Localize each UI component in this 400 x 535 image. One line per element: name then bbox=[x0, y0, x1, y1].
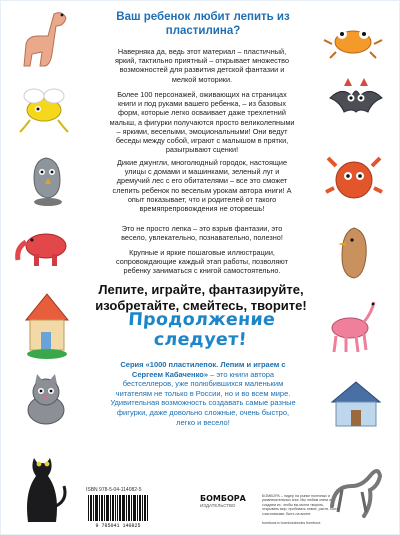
publisher-logo bbox=[200, 494, 260, 508]
publisher-legal: БОМБОРА – лидер на рынке полезных и развлекательных книг. Мы любим книги и создаем их, чтобы вы могли творить, открывать мир, пробовать новое, расти. Быть счастливыми. Быть на волне. bbox=[262, 494, 339, 516]
orange-crab-figure-icon bbox=[322, 20, 384, 64]
blue-house-figure-icon bbox=[326, 376, 386, 432]
series-description bbox=[108, 360, 298, 490]
paragraph-5: Крупные и яркие пошаговые иллюстрации, сопровождающие каждый этап работы, позволяют ребенку заниматься с книгой самостоятельно. bbox=[116, 248, 288, 276]
red-elephant-figure-icon bbox=[14, 222, 76, 272]
isbn-text: ISBN 978-5-04-114082-5 bbox=[86, 487, 142, 493]
bat-figure-icon bbox=[326, 70, 386, 130]
black-cat-figure-icon bbox=[16, 446, 70, 528]
series-body: – это книги автора бестселлеров, уже полюбившихся маленьким читателям не только в России, но и во всем мире. Удивительная возможность создавать самые разные фигурки, даже довольно сложные, очень быстро, легко и весело! bbox=[110, 369, 296, 427]
continuation-heading: Продолжение следует! bbox=[127, 310, 276, 350]
publisher-sub: ИЗДАТЕЛЬСТВО bbox=[200, 503, 236, 508]
giraffe-figure-icon bbox=[14, 8, 74, 74]
social-links: bombora.ru bomborabooks bombora bbox=[262, 521, 321, 525]
paragraph-1: Наверняка да, ведь этот материал – пластичный, яркий, тактильно приятный – открывает множество возможностей для развития детской фантазии и мелкой моторики. bbox=[114, 47, 289, 84]
house-figure-icon bbox=[22, 286, 72, 362]
slogan: Лепите, играйте, фантазируйте, изобретайте, смейтесь, творите! bbox=[95, 282, 307, 313]
bee-figure-icon bbox=[14, 82, 76, 142]
barcode-icon bbox=[86, 494, 150, 528]
clay-bird-figure-icon bbox=[330, 222, 380, 286]
series-lead: Серия «1000 пластилепок. Лепим и играем с Сергеем Кабаченко» bbox=[120, 360, 286, 379]
grey-bird-figure-icon bbox=[18, 150, 78, 210]
publisher-name: БОМБОРА bbox=[200, 494, 246, 503]
barcode-number: 9 785041 140825 bbox=[95, 523, 141, 528]
paragraph-2: Более 100 персонажей, оживающих на страницах книги и под руками вашего ребенка, – из базовых форм, которые легко осваивает даже трехлетний малыш, а фигурки получаются просто великолепными – яркими, веселыми, эмоциональными! Они ведут беседы между собой, играют с малышом в прятки, разыгрывают сценки! bbox=[109, 90, 295, 155]
paragraph-4: Это не просто лепка – это взрыв фантазии, это весело, увлекательно, познавательно, полезно! bbox=[121, 224, 283, 243]
header-question: Ваш ребенок любит лепить из пластилина? bbox=[116, 11, 290, 37]
grey-cat-figure-icon bbox=[16, 372, 76, 432]
pink-deer-figure-icon bbox=[320, 294, 386, 358]
red-monster-figure-icon bbox=[322, 148, 386, 210]
paragraph-3: Дикие джунгли, многолюдный городок, настоящие улицы с домами и машинками, зеленый луг и дремучий лес с его обитателями – все это сможет слепить ребенок по веселым урокам автора книги! А опыт показывает, что и родителей от такого времяпрепровождения не оторвешь! bbox=[112, 158, 292, 214]
